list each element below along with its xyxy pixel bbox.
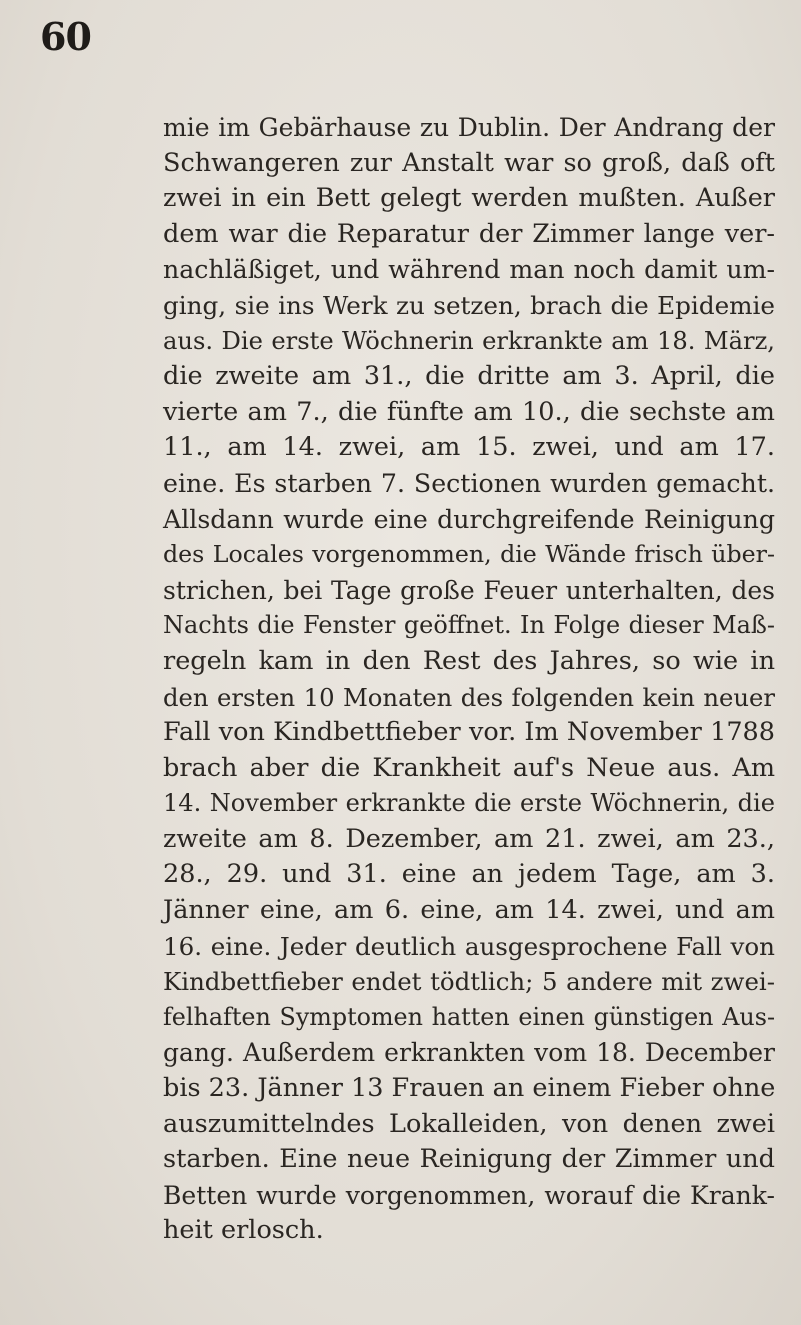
text-line: Nachts die Fenster geöffnet. In Folge dieser Maß- <box>163 611 775 640</box>
text-line: gang. Außerdem erkrankten vom 18. December <box>163 1038 775 1068</box>
text-line: regeln kam in den Rest des Jahres, so wie in <box>163 645 775 676</box>
text-line: brach aber die Krankheit auf's Neue aus. Am <box>163 752 775 783</box>
text-line: Kindbettfieber endet tödtlich; 5 andere mit zwei- <box>163 967 775 997</box>
text-line: auszumittelndes Lokalleiden, von denen zwei <box>163 1108 775 1139</box>
text-line: 28., 29. und 31. eine an jedem Tage, am 3. <box>163 859 775 890</box>
text-line: felhaften Symptomen hatten einen günstigen Aus- <box>163 1002 775 1031</box>
text-line: des Locales vorgenommen, die Wände frisch über- <box>163 540 775 569</box>
text-line: Schwangeren zur Anstalt war so groß, daß oft <box>163 147 775 178</box>
text-line: Fall von Kindbettfieber vor. Im November 1788 <box>163 717 775 748</box>
text-line: nachläßiget, und während man noch damit um- <box>163 255 775 285</box>
text-line: Jänner eine, am 6. eine, am 14. zwei, und am <box>163 895 775 926</box>
page-number: 60 <box>40 14 91 59</box>
body-text <box>163 110 775 1249</box>
text-line: starben. Eine neue Reinigung der Zimmer und <box>163 1144 775 1175</box>
text-line: aus. Die erste Wöchnerin erkrankte am 18. März, <box>163 326 775 355</box>
text-line: mie im Gebärhause zu Dublin. Der Andrang der <box>163 113 775 142</box>
text-line: bis 23. Jänner 13 Frauen an einem Fieber ohne <box>163 1073 776 1104</box>
text-line: zweite am 8. Dezember, am 21. zwei, am 23., <box>163 823 775 854</box>
text-line: zwei in ein Bett gelegt werden mußten. Außer <box>163 183 775 214</box>
text-line: eine. Es starben 7. Sectionen wurden gemacht. <box>163 468 775 498</box>
text-line: vierte am 7., die fünfte am 10., die sechste am <box>163 396 775 427</box>
text-line: 11., am 14. zwei, am 15. zwei, und am 17. <box>163 432 775 463</box>
text-line: heit erlosch. <box>163 1215 324 1246</box>
text-line: ging, sie ins Werk zu setzen, brach die Epidemie <box>163 290 775 320</box>
text-line: dem war die Reparatur der Zimmer lange ver- <box>163 218 775 249</box>
text-line: die zweite am 31., die dritte am 3. April, die <box>163 361 775 392</box>
text-line: 14. November erkrankte die erste Wöchnerin, die <box>163 789 775 818</box>
text-line: Betten wurde vorgenommen, worauf die Krank- <box>163 1180 775 1210</box>
text-line: Allsdann wurde eine durchgreifende Reinigung <box>163 504 775 534</box>
text-line: 16. eine. Jeder deutlich ausgesprochene Fall von <box>163 931 775 961</box>
text-line: strichen, bei Tage große Feuer unterhalten, des <box>163 575 775 605</box>
text-line: den ersten 10 Monaten des folgenden kein neuer <box>163 682 775 712</box>
